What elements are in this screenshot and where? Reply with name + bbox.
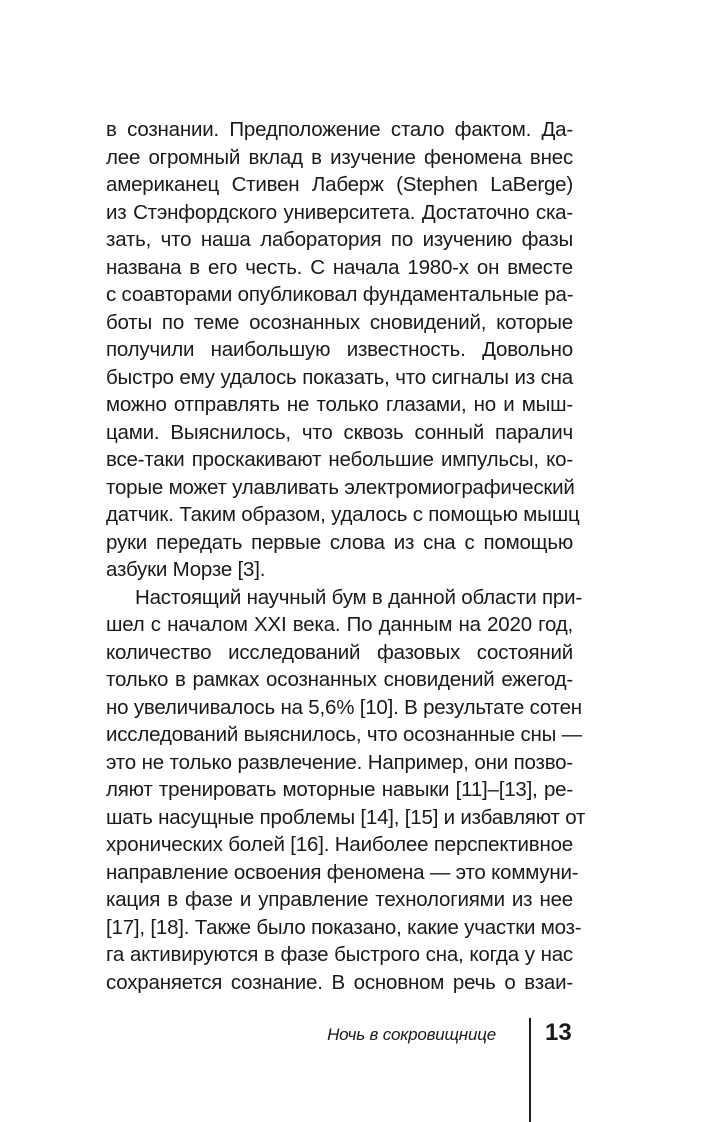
page-body xyxy=(106,116,586,996)
text-line: только в рамках осознанных сновидений ежегод- xyxy=(106,668,573,691)
text-line: Настоящий научный бум в данной области при- xyxy=(135,585,582,609)
text-line: американец Стивен Лаберж (Stephen LaBerge) xyxy=(106,173,573,196)
text-line: получили наибольшую известность. Довольно xyxy=(106,338,573,361)
text-line: азбуки Морзе [3]. xyxy=(106,558,266,581)
text-line: в сознании. Предположение стало фактом. Да- xyxy=(106,118,573,141)
text-line: сохраняется сознание. В основном речь о взаи- xyxy=(106,970,573,994)
text-line: быстро ему удалось показать, что сигналы из сна xyxy=(106,365,573,389)
text-line: это не только развлечение. Например, они позво- xyxy=(106,750,573,774)
paragraph xyxy=(106,116,580,584)
running-title: Ночь в сокровищнице xyxy=(327,1025,496,1044)
text-line: га активируются в фазе быстрого сна, когда у нас xyxy=(106,943,573,966)
text-line: направление освоения феномена — это коммуни- xyxy=(106,860,579,884)
text-line: зать, что наша лаборатория по изучению фазы xyxy=(106,228,573,251)
text-line: исследований выяснилось, что осознанные сны — xyxy=(106,723,582,746)
text-line: ляют тренировать моторные навыки [11]–[13], ре- xyxy=(106,778,573,801)
text-line: с соавторами опубликовал фундаментальные ра- xyxy=(106,283,574,306)
text-line: но увеличивалось на 5,6% [10]. В результате сотен xyxy=(106,695,582,719)
text-line: [17], [18]. Также было показано, какие участки моз- xyxy=(106,915,582,939)
text-line: названа в его честь. С начала 1980-х он вместе xyxy=(106,255,573,279)
text-line: можно отправлять не только глазами, но и мыш- xyxy=(106,393,573,416)
text-line: из Стэнфордского университета. Достаточно ска- xyxy=(106,200,573,224)
text-line: датчик. Таким образом, удалось с помощью мышц xyxy=(106,503,580,526)
text-line: боты по теме осознанных сновидений, которые xyxy=(106,310,573,334)
footer-divider xyxy=(529,1018,531,1122)
text-line: цами. Выяснилось, что сквозь сонный паралич xyxy=(106,420,573,444)
text-line: количество исследований фазовых состояний xyxy=(106,640,573,664)
text-line: шел с началом XXI века. По данным на 2020 год, xyxy=(106,613,573,636)
text-line: все-таки проскакивают небольшие импульсы, ко- xyxy=(106,448,573,471)
text-line: хронических болей [16]. Наиболее перспективное xyxy=(106,833,573,856)
page-number: 13 xyxy=(545,1019,572,1046)
text-line: руки передать первые слова из сна с помощью xyxy=(106,530,573,554)
text-line: торые может улавливать электромиографический xyxy=(106,475,575,499)
text-line: кация в фазе и управление технологиями из нее xyxy=(106,888,573,911)
paragraph xyxy=(106,584,586,997)
text-line: лее огромный вклад в изучение феномена внес xyxy=(106,145,573,169)
text-line: шать насущные проблемы [14], [15] и избавляют от xyxy=(106,805,586,829)
